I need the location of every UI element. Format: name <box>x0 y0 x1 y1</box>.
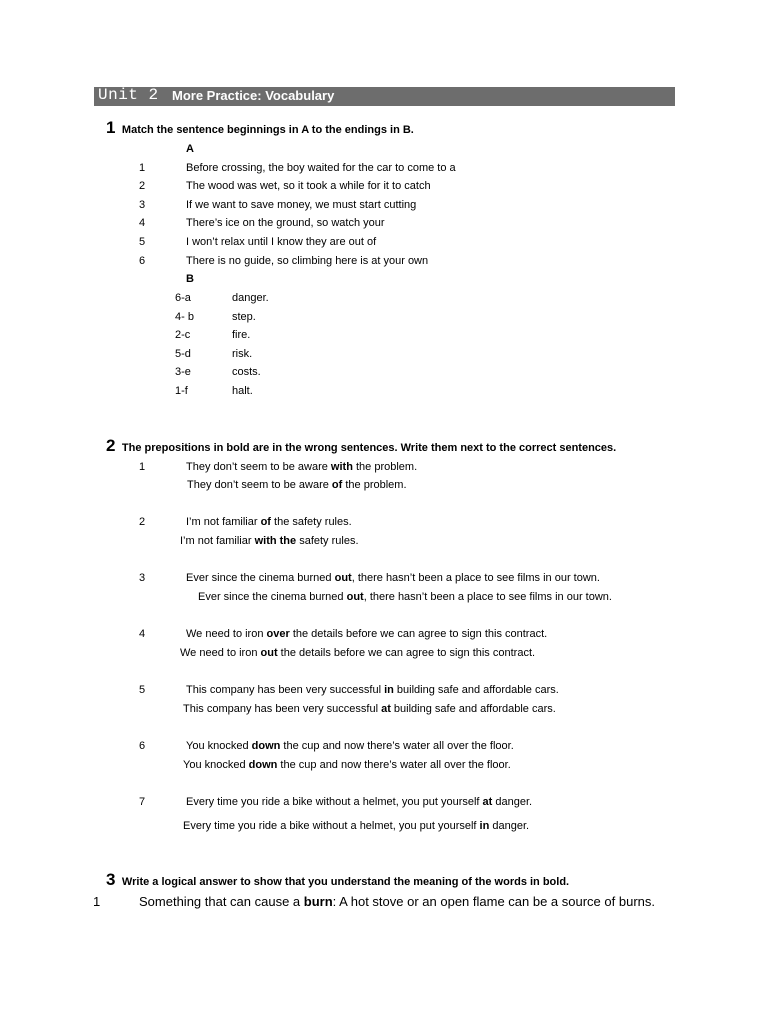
answer-sentence <box>180 535 359 547</box>
a-item-number: 6 <box>139 255 146 267</box>
sentence-text: the problem. <box>352 461 418 473</box>
item-number: 4 <box>139 628 146 640</box>
item-number: 6 <box>139 740 146 752</box>
bold-preposition: with <box>330 461 353 473</box>
item-number: 7 <box>139 796 146 808</box>
bold-preposition: out <box>346 591 364 603</box>
sentence-text: This company has been very successful <box>183 703 382 715</box>
answer-sentence <box>183 703 556 715</box>
sentence-text: We need to iron <box>186 628 267 640</box>
sentence-text: danger. <box>492 796 533 808</box>
sentence-text: the problem. <box>342 479 407 491</box>
sentence-text: the cup and now there’s water all over the floor. <box>280 740 514 752</box>
b-item-text: danger. <box>232 292 269 304</box>
b-item-text: fire. <box>232 329 251 341</box>
section-number: 3 <box>106 870 116 889</box>
bold-preposition: in <box>384 684 394 696</box>
sentence-text: the details before we can agree to sign this contract. <box>277 647 536 659</box>
bold-preposition: with the <box>254 535 297 547</box>
b-item-key: 6-a <box>175 292 191 304</box>
bold-preposition: of <box>331 479 343 491</box>
question-sentence <box>186 740 514 752</box>
sentence-text: Something that can cause a <box>139 894 304 909</box>
a-item-text: There is no guide, so climbing here is at your own <box>186 255 429 267</box>
a-item-text: The wood was wet, so it took a while for it to catch <box>186 180 431 192</box>
sentence-text: Ever since the cinema burned <box>198 591 347 603</box>
answer-sentence <box>180 647 535 659</box>
a-item-text: There’s ice on the ground, so watch your <box>186 217 385 229</box>
question-sentence <box>186 516 352 528</box>
section-instruction: Write a logical answer to show that you understand the meaning of the words in bold. <box>121 876 570 888</box>
a-item-text: Before crossing, the boy waited for the car to come to a <box>186 162 456 174</box>
bold-preposition: down <box>251 740 281 752</box>
question-sentence <box>186 628 547 640</box>
sentence-text: We need to iron <box>180 647 261 659</box>
answer-sentence <box>198 591 612 603</box>
sentence-text: Every time you ride a bike without a helmet, you put yourself <box>183 820 480 832</box>
sentence-text: building safe and affordable cars. <box>393 684 559 696</box>
item-number: 2 <box>139 516 146 528</box>
bold-preposition: in <box>479 820 490 832</box>
sentence-text: They don’t seem to be aware <box>187 479 332 491</box>
section-3-heading <box>106 870 569 890</box>
sentence-text: , there hasn’t been a place to see films in our town. <box>363 591 612 603</box>
question-sentence <box>186 684 559 696</box>
sentence-text: I’m not familiar <box>186 516 261 528</box>
b-item-text: costs. <box>232 366 261 378</box>
item-number: 1 <box>93 894 101 909</box>
answer-sentence <box>183 820 529 832</box>
b-item-text: step. <box>232 311 256 323</box>
b-item-key: 4- b <box>175 311 194 323</box>
answer-sentence <box>183 759 511 771</box>
sentence-text: : A hot stove or an open flame can be a source of burns. <box>332 894 655 909</box>
a-item-text: I won’t relax until I know they are out of <box>186 236 377 248</box>
a-item-number: 5 <box>139 236 146 248</box>
b-item-key: 1-f <box>175 385 188 397</box>
unit-label: Unit 2 <box>98 86 159 104</box>
question-sentence <box>186 572 600 584</box>
item-number: 5 <box>139 684 146 696</box>
sentence-text: This company has been very successful <box>186 684 385 696</box>
sentence-text: They don’t seem to be aware <box>186 461 331 473</box>
sentence-text: Every time you ride a bike without a helmet, you put yourself <box>186 796 483 808</box>
b-item-text: risk. <box>232 348 253 360</box>
bold-preposition: at <box>482 796 493 808</box>
bold-word: burn <box>303 894 333 909</box>
section-number: 1 <box>106 118 116 137</box>
section-instruction: The prepositions in bold are in the wrong sentences. Write them next to the correct sentences. <box>121 442 617 454</box>
sentence-text: , there hasn’t been a place to see films in our town. <box>351 572 600 584</box>
bold-preposition: at <box>381 703 391 715</box>
item-number: 1 <box>139 461 146 473</box>
sentence-text: danger. <box>489 820 530 832</box>
a-item-number: 4 <box>139 217 146 229</box>
answer-sentence <box>139 894 655 909</box>
bold-preposition: of <box>260 516 271 528</box>
a-item-number: 1 <box>139 162 146 174</box>
bold-preposition: over <box>266 628 290 640</box>
answer-sentence <box>187 479 407 491</box>
b-item-key: 2-c <box>175 329 191 341</box>
header-title: More Practice: Vocabulary <box>172 88 335 103</box>
sentence-text: You knocked <box>183 759 249 771</box>
a-item-text: If we want to save money, we must start cutting <box>186 199 417 211</box>
b-item-text: halt. <box>232 385 253 397</box>
sentence-text: I’m not familiar <box>180 535 255 547</box>
bold-preposition: down <box>248 759 278 771</box>
section-2-heading <box>106 436 616 456</box>
column-b-label: B <box>186 273 194 285</box>
section-instruction: Match the sentence beginnings in A to the endings in B. <box>121 124 414 136</box>
sentence-text: the details before we can agree to sign this contract. <box>289 628 548 640</box>
section-1-heading <box>106 118 414 138</box>
section-number: 2 <box>106 436 116 455</box>
sentence-text: Ever since the cinema burned <box>186 572 335 584</box>
sentence-text: the cup and now there’s water all over the floor. <box>277 759 511 771</box>
b-item-key: 5-d <box>175 348 191 360</box>
sentence-text: building safe and affordable cars. <box>390 703 556 715</box>
column-a-label: A <box>186 143 194 155</box>
sentence-text: safety rules. <box>296 535 359 547</box>
unit-header-bar <box>94 87 675 106</box>
b-item-key: 3-e <box>175 366 191 378</box>
sentence-text: You knocked <box>186 740 252 752</box>
sentence-text: the safety rules. <box>270 516 352 528</box>
bold-preposition: out <box>260 647 278 659</box>
bold-preposition: out <box>334 572 352 584</box>
a-item-number: 2 <box>139 180 146 192</box>
question-sentence <box>186 796 532 808</box>
item-number: 3 <box>139 572 146 584</box>
question-sentence <box>186 461 417 473</box>
a-item-number: 3 <box>139 199 146 211</box>
